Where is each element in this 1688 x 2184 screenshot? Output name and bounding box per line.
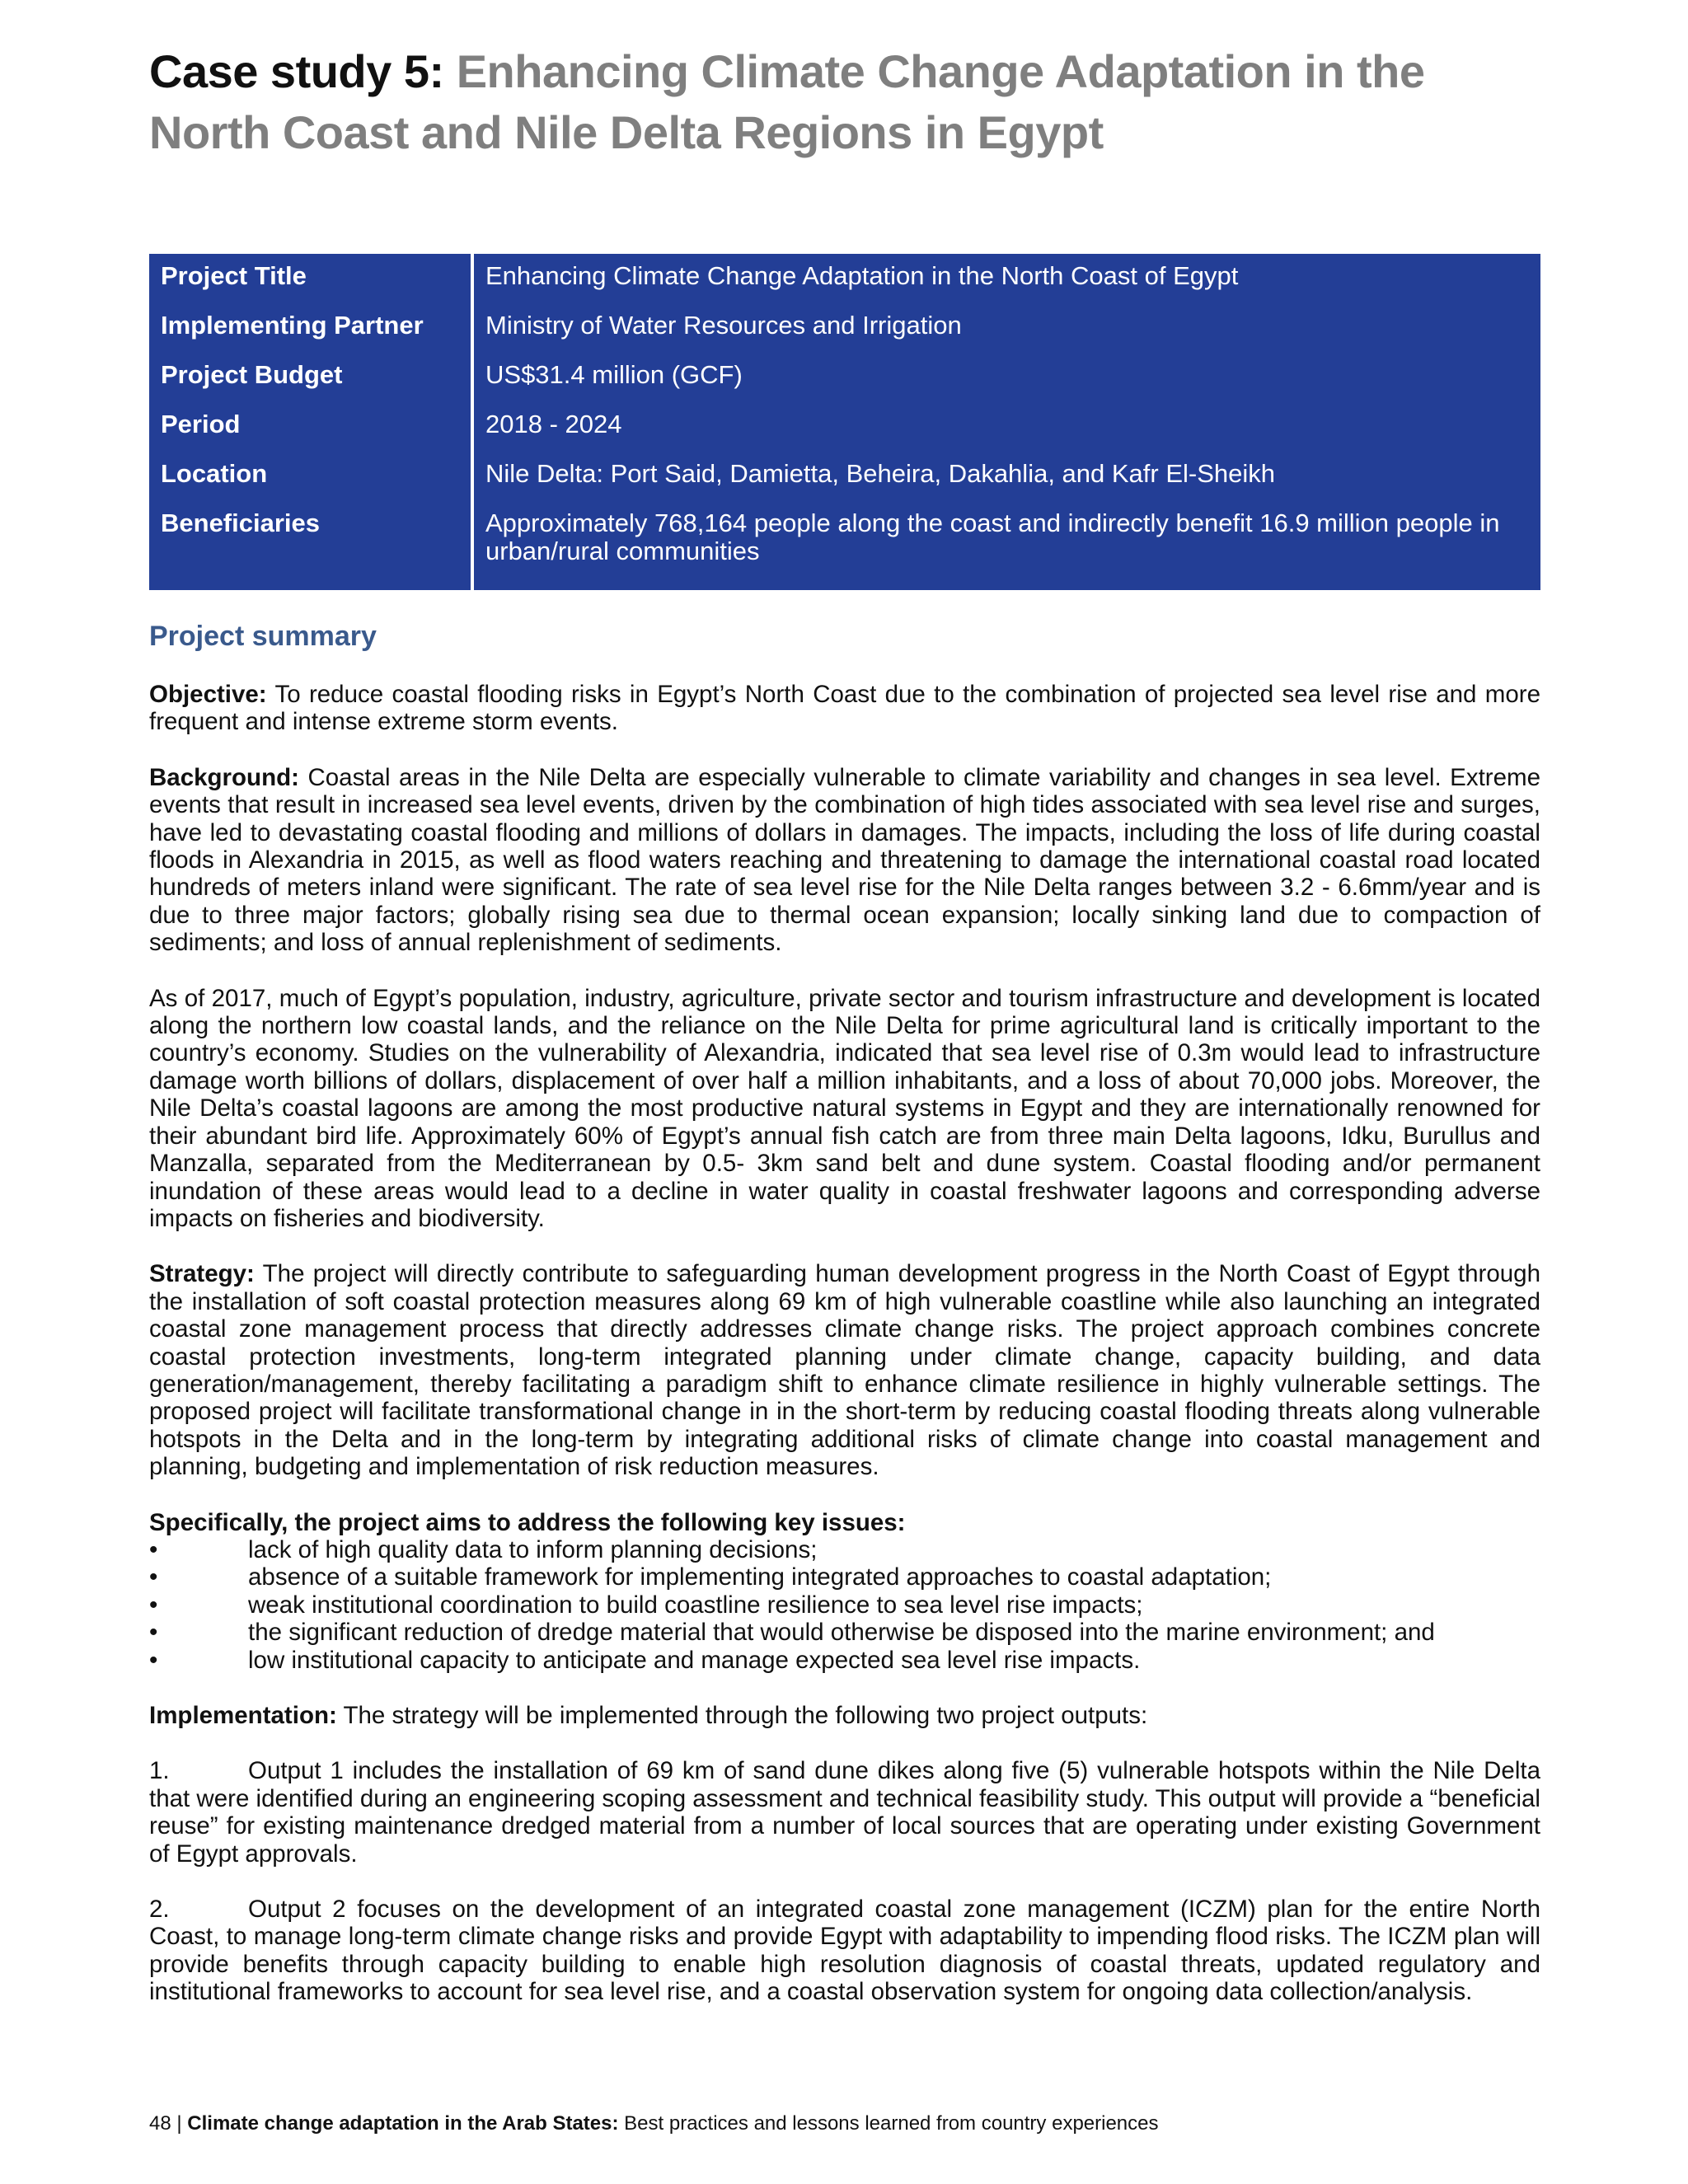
background-paragraph [149, 764, 1540, 957]
implementation-text: The strategy will be implemented through the following two project outputs: [343, 1702, 1148, 1729]
list-item [149, 1563, 1540, 1591]
output-number: 2. [149, 1896, 170, 1924]
row-label: Location [149, 453, 472, 503]
row-value: 2018 - 2024 [485, 410, 622, 438]
output-1-paragraph [149, 1757, 1540, 1868]
issues-heading: Specifically, the project aims to address the following key issues: [149, 1508, 906, 1536]
table-row [149, 354, 1540, 404]
bullet-icon: • [149, 1563, 158, 1591]
background-label: Background: [149, 763, 299, 791]
list-item [149, 1591, 1540, 1619]
summary-heading: Project summary [149, 621, 377, 652]
bullet-icon: • [149, 1646, 158, 1674]
row-value: Approximately 768,164 people along the coast and indirectly benefit 16.9 million people in urban/rural communities [485, 509, 1500, 565]
table-row [149, 404, 1540, 453]
title-lead: Case study 5: [149, 45, 444, 97]
page-footer [149, 2111, 1159, 2136]
bullet-icon: • [149, 1591, 158, 1619]
list-item-text: absence of a suitable framework for implementing integrated approaches to coastal adaptation; [248, 1563, 1272, 1591]
list-item [149, 1536, 1540, 1563]
row-label: Beneficiaries [149, 503, 472, 590]
page-number: 48 | [149, 2112, 182, 2135]
row-label: Period [149, 404, 472, 453]
footer-subtitle: Best practices and lessons learned from country experiences [624, 2112, 1159, 2135]
output-text: Output 2 focuses on the development of an integrated coastal zone management (ICZM) plan for the entire North Coast, to manage long-term climate change risks and provide Egypt with adaptability to impending flood risks. The ICZM plan will provide benefits through capacity building to enable high resolution diagnosis of coastal threats, updated regulatory and institutional frameworks to account for sea level rise, and a coastal observation system for ongoing data collection/analysis. [149, 1896, 1540, 2006]
strategy-text: The project will directly contribute to safeguarding human development progress in the North Coast of Egypt through the installation of soft coastal protection measures along 69 km of high vulnerable coastline while also launching an integrated coastal zone management process that directly addresses climate change risks. The project approach combines concrete coastal protection investments, long-term integrated planning under climate change, capacity building, and data generation/management, thereby facilitating a paradigm shift to enhance climate resilience in highly vulnerable settings. The proposed project will facilitate transformational change in in the short-term by reducing coastal flooding threats along vulnerable hotspots in the Delta and in the long-term by integrating additional risks of climate change into coastal management and planning, budgeting and implementation of risk reduction measures. [149, 1260, 1540, 1481]
list-item [149, 1619, 1540, 1646]
background-text: Coastal areas in the Nile Delta are especially vulnerable to climate variability and changes in sea level. Extreme events that result in increased sea level events, driven by the combination of high tides associated with sea level rise and surges, have led to devastating coastal flooding and millions of dollars in damages. The impacts, including the loss of life during coastal floods in Alexandria in 2015, as well as flood waters reaching and threatening to damage the international coastal road located hundreds of meters inland were significant. The rate of sea level rise for the Nile Delta ranges between 3.2 - 6.6mm/year and is due to three major factors; globally rising sea due to thermal ocean expansion; locally sinking land due to compaction of sediments; and loss of annual replenishment of sediments. [149, 763, 1541, 957]
table-row [149, 305, 1540, 354]
output-text: Output 1 includes the installation of 69 km of sand dune dikes along five (5) vulnerable hotspots within the Nile Delta that were identified during an engineering scoping assessment and technical feasibility study. This output will provide a “beneficial reuse” for existing maintenance dredged material from a number of local sources that are operating under existing Government of Egypt approvals. [149, 1757, 1540, 1868]
bullet-icon: • [149, 1619, 158, 1647]
table-row [149, 503, 1540, 590]
list-item-text: lack of high quality data to inform planning decisions; [248, 1535, 818, 1563]
row-label: Project Budget [149, 354, 472, 404]
title-rest: Enhancing Climate Change Adaptation in the North Coast and Nile Delta Regions in Egypt [149, 45, 1425, 158]
row-label: Project Title [149, 254, 472, 305]
list-item-text: low institutional capacity to anticipate and manage expected sea level rise impacts. [248, 1646, 1141, 1674]
table-row [149, 453, 1540, 503]
objective-text: To reduce coastal flooding risks in Egypt’s North Coast due to the combination of projected sea level rise and more frequent and intense extreme storm events. [149, 681, 1541, 736]
issues-list [149, 1536, 1540, 1674]
implementation-paragraph [149, 1702, 1540, 1729]
list-item-text: the significant reduction of dredge material that would otherwise be disposed into the marine environment; and [248, 1619, 1435, 1647]
row-value: Ministry of Water Resources and Irrigation [485, 311, 962, 340]
bullet-icon: • [149, 1535, 158, 1563]
project-info-table [149, 254, 1540, 590]
list-item-text: weak institutional coordination to build coastline resilience to sea level rise impacts; [248, 1591, 1143, 1619]
row-value: Enhancing Climate Change Adaptation in the North Coast of Egypt [485, 261, 1239, 290]
output-2-paragraph [149, 1896, 1540, 2006]
strategy-label: Strategy: [149, 1260, 255, 1288]
row-label: Implementing Partner [149, 305, 472, 354]
page-title [149, 41, 1540, 163]
table-row [149, 254, 1540, 305]
objective-paragraph [149, 681, 1540, 736]
row-value: US$31.4 million (GCF) [485, 360, 743, 389]
footer-publication-title: Climate change adaptation in the Arab States: [187, 2112, 619, 2135]
output-number: 1. [149, 1757, 170, 1785]
list-item [149, 1647, 1540, 1674]
implementation-label: Implementation: [149, 1702, 337, 1729]
strategy-paragraph [149, 1260, 1540, 1480]
context-paragraph: As of 2017, much of Egypt’s population, industry, agriculture, private sector and tourism infrastructure and development is located along the northern low coastal lands, and the reliance on the Nile Delta for prime agricultural land is critically important to the country’s economy. Studies on the vulnerability of Alexandria, indicated that sea level rise of 0.3m would lead to infrastructure damage worth billions of dollars, displacement of over half a million inhabitants, and a loss of about 70,000 jobs. Moreover, the Nile Delta’s coastal lagoons are among the most productive natural systems in Egypt and they are internationally renowned for their abundant bird life. Approximately 60% of Egypt’s annual fish catch are from three main Delta lagoons, Idku, Burullus and Manzalla, separated from the Mediterranean by 0.5- 3km sand belt and dune system. Coastal flooding and/or permanent inundation of these areas would lead to a decline in water quality in coastal freshwater lagoons and corresponding adverse impacts on fisheries and biodiversity. [149, 984, 1540, 1232]
page-content [149, 41, 1540, 2006]
objective-label: Objective: [149, 681, 267, 708]
row-value: Nile Delta: Port Said, Damietta, Beheira, Dakahlia, and Kafr El-Sheikh [485, 459, 1276, 488]
